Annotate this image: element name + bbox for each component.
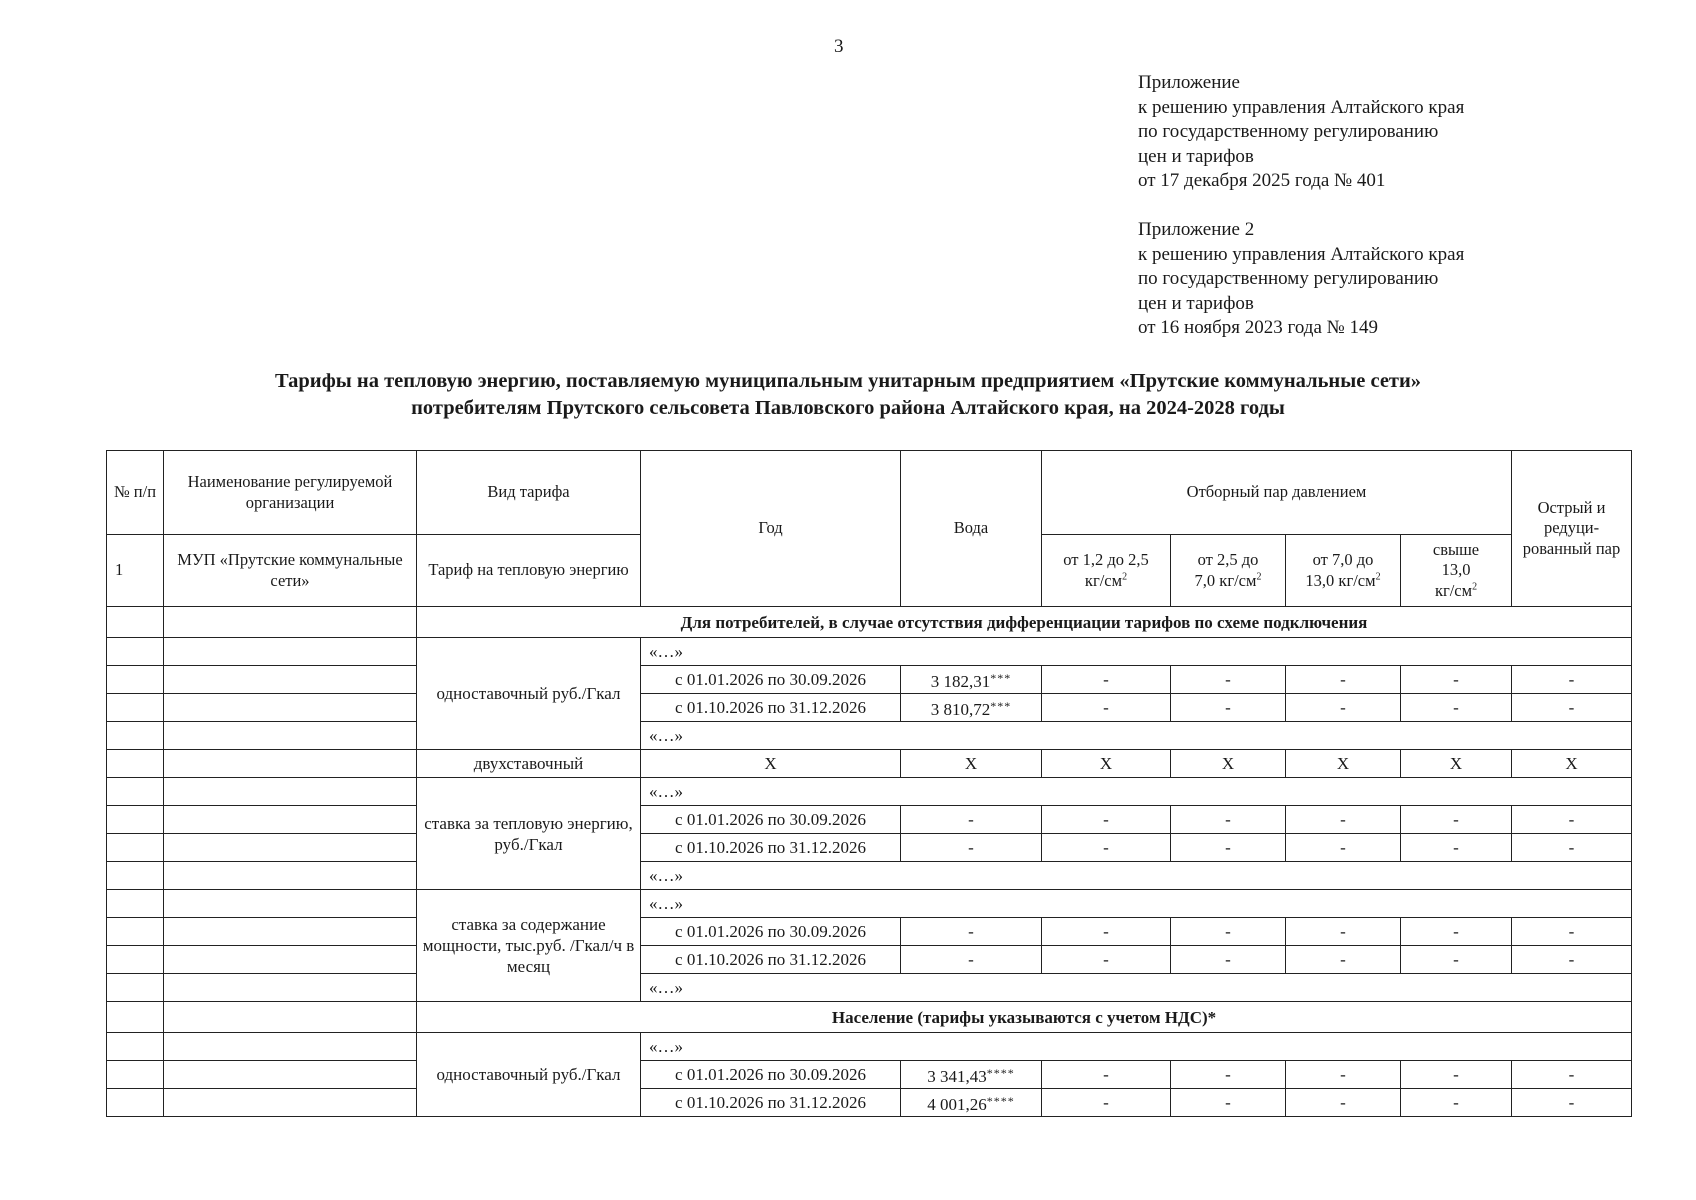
group-energy-rate: ставка за тепловую энергию, руб./Гкал: [417, 778, 641, 890]
period-cell: с 01.01.2026 по 30.09.2026: [641, 1061, 901, 1089]
x-cell: X: [641, 750, 901, 778]
header-water: Вода: [901, 451, 1042, 607]
dash-cell: -: [1401, 834, 1512, 862]
table-row: [107, 834, 1632, 862]
section-row: [107, 1002, 1632, 1033]
appendix-line: по государственному регулированию: [1138, 121, 1439, 142]
group-two-rate: двухставочный: [417, 750, 641, 778]
dash-cell: -: [1286, 806, 1401, 834]
appendix-line: к решению управления Алтайского края: [1138, 96, 1465, 118]
x-cell: X: [1401, 750, 1512, 778]
water-value: 3 182,31***: [901, 666, 1042, 694]
table-row: [107, 862, 1632, 890]
dash-cell: -: [1286, 694, 1401, 722]
dash-cell: -: [1401, 806, 1512, 834]
ellipsis-row: «…»: [641, 1033, 1632, 1061]
dash-cell: -: [1042, 666, 1171, 694]
dash-cell: -: [1401, 946, 1512, 974]
water-value: 3 341,43****: [901, 1061, 1042, 1089]
dash-cell: -: [1171, 1089, 1286, 1117]
x-cell: X: [901, 750, 1042, 778]
table-row: [107, 918, 1632, 946]
table-row: [107, 806, 1632, 834]
dash-cell: -: [1401, 666, 1512, 694]
header-org: Наименование регулируемой организации: [164, 451, 417, 535]
appendix-line: по государственному регулированию: [1138, 268, 1439, 289]
appendix-line: цен и тарифов: [1138, 292, 1254, 314]
ellipsis-row: «…»: [641, 638, 1632, 666]
period-cell: с 01.01.2026 по 30.09.2026: [641, 918, 901, 946]
dash-cell: -: [901, 834, 1042, 862]
table-row: [107, 1033, 1632, 1061]
dash-cell: -: [1171, 806, 1286, 834]
header-pressure-3: от 7,0 до 13,0 $кг/см^2$: [1286, 535, 1401, 607]
dash-cell: -: [1401, 918, 1512, 946]
table-row: [107, 890, 1632, 918]
org-row-tariff: Тариф на тепловую энергию: [417, 535, 641, 607]
table-row: [107, 778, 1632, 806]
dash-cell: -: [1042, 694, 1171, 722]
appendix-1-heading: [1138, 71, 1464, 194]
dash-cell: -: [1171, 946, 1286, 974]
period-cell: с 01.10.2026 по 31.12.2026: [641, 946, 901, 974]
x-cell: X: [1286, 750, 1401, 778]
appendix-line: Приложение 2: [1138, 219, 1255, 240]
dash-cell: -: [1512, 918, 1632, 946]
appendix-line: от 17 декабря 2025 года № 401: [1138, 170, 1386, 191]
header-pressure-4: свыше 13,0 $кг/см^2$: [1401, 535, 1512, 607]
dash-cell: -: [1512, 666, 1632, 694]
dash-cell: -: [1171, 918, 1286, 946]
dash-cell: -: [1171, 834, 1286, 862]
header-year: Год: [641, 451, 901, 607]
period-cell: с 01.01.2026 по 30.09.2026: [641, 806, 901, 834]
dash-cell: -: [1286, 834, 1401, 862]
period-cell: с 01.10.2026 по 31.12.2026: [641, 1089, 901, 1117]
dash-cell: -: [1286, 1061, 1401, 1089]
dash-cell: -: [1286, 1089, 1401, 1117]
section-no-diff: Для потребителей, в случае отсутствия дифференциации тарифов по схеме подключения: [417, 607, 1632, 638]
x-cell: X: [1512, 750, 1632, 778]
table-row: [107, 1061, 1632, 1089]
dash-cell: -: [1512, 946, 1632, 974]
table-row: [107, 694, 1632, 722]
dash-cell: -: [1042, 834, 1171, 862]
appendix-line: к решению управления Алтайского края: [1138, 243, 1465, 265]
group-single-rate: одноставочный руб./Гкал: [417, 638, 641, 750]
appendix-2-heading: [1138, 218, 1464, 341]
header-tariff-type: Вид тарифа: [417, 451, 641, 535]
table-row: [107, 946, 1632, 974]
ellipsis-row: «…»: [641, 974, 1632, 1002]
dash-cell: -: [1512, 834, 1632, 862]
dash-cell: -: [1042, 918, 1171, 946]
appendix-line: цен и тарифов: [1138, 145, 1254, 167]
dash-cell: -: [901, 918, 1042, 946]
dash-cell: -: [1042, 806, 1171, 834]
dash-cell: -: [1042, 1089, 1171, 1117]
group-capacity-rate: ставка за содержание мощности, тыс.руб. /Гкал/ч в месяц: [417, 890, 641, 1002]
page-number: 3: [834, 36, 844, 57]
table-row: [107, 722, 1632, 750]
x-cell: X: [1171, 750, 1286, 778]
dash-cell: -: [1171, 666, 1286, 694]
header-steam-group: Отборный пар давлением: [1042, 451, 1512, 535]
dash-cell: -: [1286, 946, 1401, 974]
dash-cell: -: [1512, 806, 1632, 834]
header-pressure-1: от 1,2 до 2,5 $кг/см^2$: [1042, 535, 1171, 607]
title-line-2: потребителям Прутского сельсовета Павловского района Алтайского края, на 2024-2028 годы: [411, 397, 1285, 419]
header-num: № п/п: [107, 451, 164, 535]
appendix-line: от 16 ноября 2023 года № 149: [1138, 317, 1379, 338]
header-sharp-steam: Острый и редуци-рованный пар: [1512, 451, 1632, 607]
section-population: Население (тарифы указываются с учетом НДС)*: [417, 1002, 1632, 1033]
period-cell: с 01.10.2026 по 31.12.2026: [641, 834, 901, 862]
dash-cell: -: [901, 806, 1042, 834]
title-line-1: Тарифы на тепловую энергию, поставляемую муниципальным унитарным предприятием «Прутские коммунальные сети»: [274, 370, 1422, 392]
dash-cell: -: [1286, 918, 1401, 946]
header-row: [107, 451, 1632, 535]
dash-cell: -: [1171, 1061, 1286, 1089]
header-pressure-2: от 2,5 до 7,0 $кг/см^2$: [1171, 535, 1286, 607]
period-cell: с 01.01.2026 по 30.09.2026: [641, 666, 901, 694]
ellipsis-row: «…»: [641, 778, 1632, 806]
document-title: [60, 368, 1636, 422]
appendix-line: Приложение: [1138, 72, 1240, 93]
dash-cell: -: [901, 946, 1042, 974]
group-single-rate: одноставочный руб./Гкал: [417, 1033, 641, 1117]
dash-cell: -: [1512, 1061, 1632, 1089]
dash-cell: -: [1171, 694, 1286, 722]
dash-cell: -: [1286, 666, 1401, 694]
water-value: 3 810,72***: [901, 694, 1042, 722]
ellipsis-row: «…»: [641, 890, 1632, 918]
dash-cell: -: [1401, 1089, 1512, 1117]
dash-cell: -: [1401, 1061, 1512, 1089]
dash-cell: -: [1512, 1089, 1632, 1117]
table-row: [107, 638, 1632, 666]
period-cell: с 01.10.2026 по 31.12.2026: [641, 694, 901, 722]
table-row: [107, 750, 1632, 778]
dash-cell: -: [1401, 694, 1512, 722]
dash-cell: -: [1042, 946, 1171, 974]
section-row: [107, 607, 1632, 638]
x-cell: X: [1042, 750, 1171, 778]
ellipsis-row: «…»: [641, 862, 1632, 890]
org-row-name: МУП «Прутские коммунальные сети»: [164, 535, 417, 607]
org-row-num: 1: [107, 535, 164, 607]
table-row: [107, 974, 1632, 1002]
water-value: 4 001,26****: [901, 1089, 1042, 1117]
dash-cell: -: [1042, 1061, 1171, 1089]
table-row: [107, 1089, 1632, 1117]
dash-cell: -: [1512, 694, 1632, 722]
ellipsis-row: «…»: [641, 722, 1632, 750]
table-row: [107, 666, 1632, 694]
tariff-table: [106, 450, 1632, 1117]
